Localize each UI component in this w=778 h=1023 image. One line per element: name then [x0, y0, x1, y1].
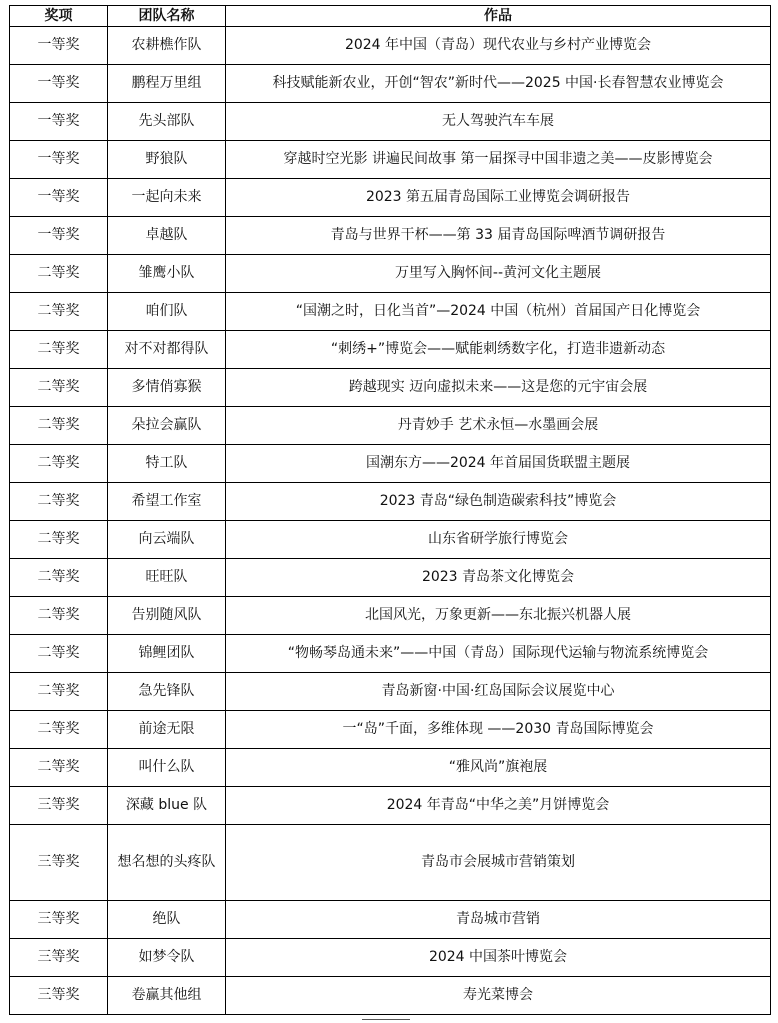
work-cell: 穿越时空光影 讲遍民间故事 第一届探寻中国非遗之美——皮影博览会	[226, 141, 771, 179]
table-row	[10, 559, 771, 597]
table-row	[10, 977, 771, 1015]
page-edge-mark	[362, 1019, 410, 1020]
table-row	[10, 217, 771, 255]
table-row	[10, 939, 771, 977]
award-cell: 二等奖	[10, 369, 108, 407]
team-cell: 告别随风队	[108, 597, 226, 635]
award-cell: 二等奖	[10, 483, 108, 521]
table-row	[10, 787, 771, 825]
award-cell: 一等奖	[10, 141, 108, 179]
award-cell: 二等奖	[10, 255, 108, 293]
work-cell: “物畅琴岛通未来”——中国（青岛）国际现代运输与物流系统博览会	[226, 635, 771, 673]
award-cell: 一等奖	[10, 65, 108, 103]
team-cell: 鹏程万里组	[108, 65, 226, 103]
table-row	[10, 65, 771, 103]
table-header-row	[10, 6, 771, 27]
team-cell: 卓越队	[108, 217, 226, 255]
table-row	[10, 711, 771, 749]
team-cell: 叫什么队	[108, 749, 226, 787]
team-cell: 朵拉会赢队	[108, 407, 226, 445]
work-cell: 寿光菜博会	[226, 977, 771, 1015]
header-work: 作品	[226, 6, 771, 27]
table-row	[10, 483, 771, 521]
table-row	[10, 901, 771, 939]
award-cell: 二等奖	[10, 331, 108, 369]
award-cell: 三等奖	[10, 939, 108, 977]
team-cell: 想名想的头疼队	[108, 825, 226, 901]
team-cell: 一起向未来	[108, 179, 226, 217]
award-cell: 二等奖	[10, 635, 108, 673]
header-team: 团队名称	[108, 6, 226, 27]
award-cell: 二等奖	[10, 445, 108, 483]
work-cell: 2023 青岛“绿色制造碳索科技”博览会	[226, 483, 771, 521]
award-cell: 一等奖	[10, 217, 108, 255]
award-cell: 一等奖	[10, 103, 108, 141]
table-body	[10, 27, 771, 1015]
team-cell: 多情俏寡猴	[108, 369, 226, 407]
team-cell: 咱们队	[108, 293, 226, 331]
work-cell: 2023 第五届青岛国际工业博览会调研报告	[226, 179, 771, 217]
award-cell: 二等奖	[10, 407, 108, 445]
work-cell: 跨越现实 迈向虚拟未来——这是您的元宇宙会展	[226, 369, 771, 407]
award-cell: 二等奖	[10, 559, 108, 597]
award-cell: 三等奖	[10, 787, 108, 825]
award-cell: 二等奖	[10, 711, 108, 749]
team-cell: 农耕樵作队	[108, 27, 226, 65]
table-row	[10, 293, 771, 331]
award-cell: 一等奖	[10, 27, 108, 65]
award-cell: 二等奖	[10, 597, 108, 635]
team-cell: 希望工作室	[108, 483, 226, 521]
table-row	[10, 445, 771, 483]
table-row	[10, 635, 771, 673]
work-cell: 一“岛”千面，多维体现 ——2030 青岛国际博览会	[226, 711, 771, 749]
award-cell: 三等奖	[10, 977, 108, 1015]
award-cell: 二等奖	[10, 293, 108, 331]
team-cell: 雏鹰小队	[108, 255, 226, 293]
table-row	[10, 521, 771, 559]
team-cell: 野狼队	[108, 141, 226, 179]
work-cell: 无人驾驶汽车车展	[226, 103, 771, 141]
work-cell: 2023 青岛茶文化博览会	[226, 559, 771, 597]
award-cell: 一等奖	[10, 179, 108, 217]
work-cell: 青岛与世界干杯——第 33 届青岛国际啤酒节调研报告	[226, 217, 771, 255]
table-row	[10, 407, 771, 445]
table-row	[10, 141, 771, 179]
award-cell: 二等奖	[10, 521, 108, 559]
team-cell: 旺旺队	[108, 559, 226, 597]
header-award: 奖项	[10, 6, 108, 27]
team-cell: 对不对都得队	[108, 331, 226, 369]
team-cell: 先头部队	[108, 103, 226, 141]
table-row	[10, 27, 771, 65]
table-row	[10, 255, 771, 293]
work-cell: 青岛城市营销	[226, 901, 771, 939]
team-cell: 急先锋队	[108, 673, 226, 711]
award-cell: 二等奖	[10, 749, 108, 787]
table-row	[10, 179, 771, 217]
work-cell: 山东省研学旅行博览会	[226, 521, 771, 559]
table-row	[10, 331, 771, 369]
work-cell: 青岛市会展城市营销策划	[226, 825, 771, 901]
work-cell: “雅风尚”旗袍展	[226, 749, 771, 787]
table-row	[10, 673, 771, 711]
table-row	[10, 103, 771, 141]
team-cell: 向云端队	[108, 521, 226, 559]
awards-table	[9, 5, 771, 1015]
work-cell: 青岛新窗·中国·红岛国际会议展览中心	[226, 673, 771, 711]
team-cell: 绝队	[108, 901, 226, 939]
team-cell: 如梦令队	[108, 939, 226, 977]
work-cell: 国潮东方——2024 年首届国货联盟主题展	[226, 445, 771, 483]
work-cell: 2024 中国茶叶博览会	[226, 939, 771, 977]
work-cell: “刺绣+”博览会——赋能刺绣数字化，打造非遗新动态	[226, 331, 771, 369]
work-cell: 2024 年青岛“中华之美”月饼博览会	[226, 787, 771, 825]
table-row	[10, 597, 771, 635]
table-row	[10, 825, 771, 901]
work-cell: 科技赋能新农业，开创“智农”新时代——2025 中国·长春智慧农业博览会	[226, 65, 771, 103]
team-cell: 特工队	[108, 445, 226, 483]
table-row	[10, 369, 771, 407]
work-cell: 丹青妙手 艺术永恒—水墨画会展	[226, 407, 771, 445]
award-cell: 三等奖	[10, 901, 108, 939]
table-row	[10, 749, 771, 787]
work-cell: 万里写入胸怀间--黄河文化主题展	[226, 255, 771, 293]
team-cell: 前途无限	[108, 711, 226, 749]
work-cell: 北国风光，万象更新——东北振兴机器人展	[226, 597, 771, 635]
award-cell: 二等奖	[10, 673, 108, 711]
work-cell: “国潮之时，日化当首”—2024 中国（杭州）首届国产日化博览会	[226, 293, 771, 331]
work-cell: 2024 年中国（青岛）现代农业与乡村产业博览会	[226, 27, 771, 65]
award-cell: 三等奖	[10, 825, 108, 901]
team-cell: 卷赢其他组	[108, 977, 226, 1015]
team-cell: 锦鲤团队	[108, 635, 226, 673]
team-cell: 深藏 blue 队	[108, 787, 226, 825]
